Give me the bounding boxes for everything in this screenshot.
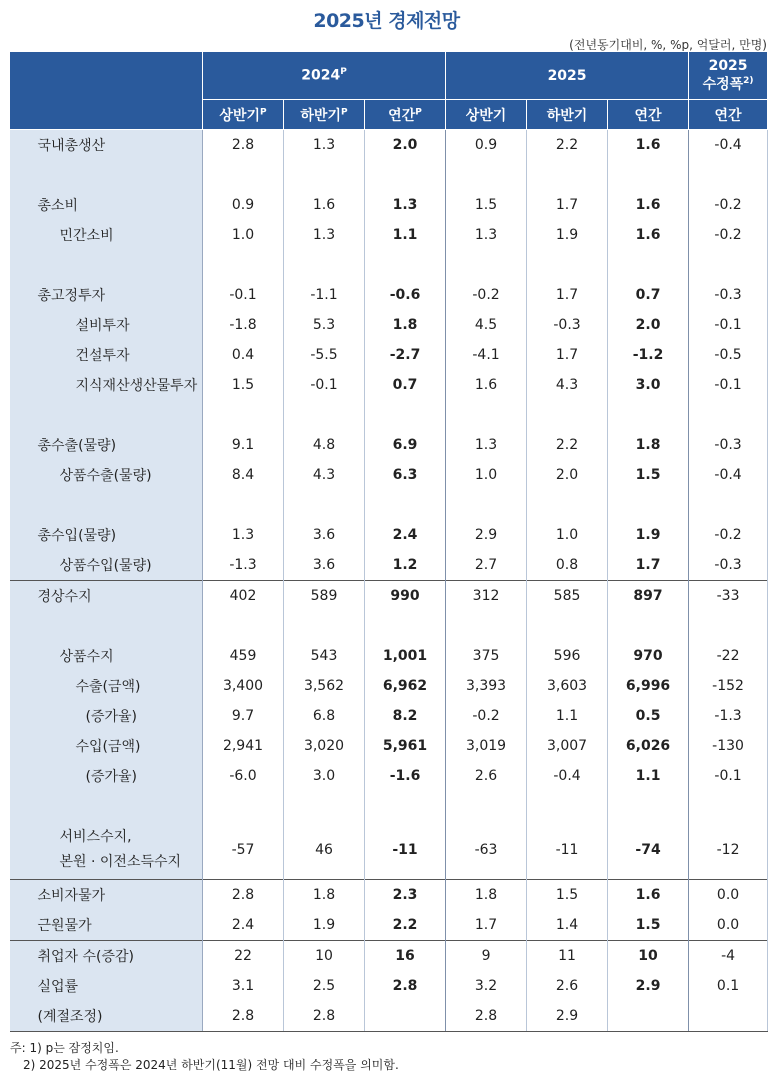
table-row: [10, 641, 768, 671]
table-row: [10, 731, 768, 761]
value-cell: -0.2: [689, 190, 768, 220]
value-cell: 3.1: [203, 971, 284, 1001]
spacer-cell: [365, 160, 446, 190]
subheader-col: 하반기: [527, 100, 608, 130]
value-cell: 0.9: [446, 130, 527, 161]
spacer-cell: [527, 250, 608, 280]
table-row: [10, 190, 768, 220]
value-cell: -0.1: [689, 310, 768, 340]
value-cell: 2.6: [446, 761, 527, 791]
value-cell: 459: [203, 641, 284, 671]
value-cell: 1.8: [446, 880, 527, 911]
spacer-cell: [203, 791, 284, 821]
value-cell: -0.4: [689, 460, 768, 490]
footnotes: [10, 1040, 399, 1074]
value-cell: 2.8: [203, 1001, 284, 1032]
value-cell: 6.8: [284, 701, 365, 731]
value-cell: 3.0: [284, 761, 365, 791]
spacer-cell: [284, 250, 365, 280]
spacer-cell: [10, 791, 203, 821]
value-cell: 589: [284, 581, 365, 612]
table-row: [10, 130, 768, 161]
value-cell: 1.1: [527, 701, 608, 731]
subheader-col: 상반기$^P$: [203, 100, 284, 130]
value-cell: 0.5: [608, 701, 689, 731]
value-cell: 4.3: [527, 370, 608, 400]
spacer-cell: [203, 611, 284, 641]
value-cell: 1.5: [608, 910, 689, 941]
row-label: (증가율): [10, 761, 203, 791]
value-cell: -63: [446, 821, 527, 880]
footnote-1: 주: 1) p는 잠정치임.: [10, 1041, 119, 1055]
spacer-cell: [527, 611, 608, 641]
value-cell: -33: [689, 581, 768, 612]
value-cell: -2.7: [365, 340, 446, 370]
value-cell: 2.9: [608, 971, 689, 1001]
value-cell: 1.8: [365, 310, 446, 340]
row-label: 경상수지: [10, 581, 203, 612]
row-label: 취업자 수(증감): [10, 941, 203, 972]
value-cell: 1.6: [446, 370, 527, 400]
value-cell: 543: [284, 641, 365, 671]
value-cell: 0.0: [689, 910, 768, 941]
value-cell: 1.6: [608, 220, 689, 250]
value-cell: 3.0: [608, 370, 689, 400]
value-cell: 3,562: [284, 671, 365, 701]
value-cell: 3,020: [284, 731, 365, 761]
value-cell: -4.1: [446, 340, 527, 370]
value-cell: 375: [446, 641, 527, 671]
value-cell: 4.5: [446, 310, 527, 340]
value-cell: 1.6: [284, 190, 365, 220]
row-label: 상품수지: [10, 641, 203, 671]
value-cell: 0.4: [203, 340, 284, 370]
table-row: [10, 581, 768, 612]
value-cell: 1.7: [527, 280, 608, 310]
value-cell: -1.3: [203, 550, 284, 581]
value-cell: 9: [446, 941, 527, 972]
spacer-cell: [10, 611, 203, 641]
value-cell: [608, 1001, 689, 1032]
row-label: 수출(금액): [10, 671, 203, 701]
value-cell: 2.8: [446, 1001, 527, 1032]
table-row: [10, 370, 768, 400]
value-cell: 1.7: [527, 190, 608, 220]
value-cell: [365, 1001, 446, 1032]
table-row: [10, 761, 768, 791]
value-cell: 0.0: [689, 880, 768, 911]
value-cell: 1.0: [203, 220, 284, 250]
row-label: 서비스수지, 본원 · 이전소득수지: [10, 821, 203, 880]
row-label: 실업률: [10, 971, 203, 1001]
subheader-col: 연간: [608, 100, 689, 130]
spacer-cell: [689, 160, 768, 190]
value-cell: 970: [608, 641, 689, 671]
spacer-cell: [689, 250, 768, 280]
header-2025: 2025: [446, 52, 689, 100]
value-cell: 0.1: [689, 971, 768, 1001]
value-cell: 3,393: [446, 671, 527, 701]
table-row: [10, 971, 768, 1001]
value-cell: 3,603: [527, 671, 608, 701]
spacer-cell: [527, 490, 608, 520]
value-cell: 0.7: [608, 280, 689, 310]
table-row: [10, 701, 768, 731]
value-cell: 16: [365, 941, 446, 972]
value-cell: 585: [527, 581, 608, 612]
spacer-cell: [446, 160, 527, 190]
stub-header: [10, 52, 203, 130]
row-label: (계절조정): [10, 1001, 203, 1032]
value-cell: 4.8: [284, 430, 365, 460]
spacer-cell: [10, 400, 203, 430]
table-row: [10, 550, 768, 581]
spacer-cell: [365, 250, 446, 280]
value-cell: 46: [284, 821, 365, 880]
value-cell: -74: [608, 821, 689, 880]
spacer-cell: [608, 400, 689, 430]
spacer-cell: [365, 611, 446, 641]
value-cell: 3.6: [284, 550, 365, 581]
spacer-cell: [365, 490, 446, 520]
value-cell: -152: [689, 671, 768, 701]
value-cell: 1.3: [203, 520, 284, 550]
value-cell: 1,001: [365, 641, 446, 671]
value-cell: 1.9: [608, 520, 689, 550]
row-label: 상품수출(물량): [10, 460, 203, 490]
value-cell: -0.2: [689, 220, 768, 250]
subheader-col: 연간: [689, 100, 768, 130]
spacer-cell: [608, 250, 689, 280]
value-cell: 5.3: [284, 310, 365, 340]
spacer-cell: [284, 490, 365, 520]
value-cell: 1.3: [365, 190, 446, 220]
value-cell: 2.8: [203, 880, 284, 911]
value-cell: 8.2: [365, 701, 446, 731]
value-cell: 0.9: [203, 190, 284, 220]
spacer-cell: [365, 400, 446, 430]
spacer-cell: [689, 611, 768, 641]
value-cell: 2.8: [365, 971, 446, 1001]
value-cell: 2.2: [527, 430, 608, 460]
value-cell: 10: [608, 941, 689, 972]
spacer-cell: [608, 160, 689, 190]
value-cell: 0.8: [527, 550, 608, 581]
spacer-cell: [446, 400, 527, 430]
row-label: 상품수입(물량): [10, 550, 203, 581]
table-row: [10, 821, 768, 880]
value-cell: 312: [446, 581, 527, 612]
value-cell: 6,996: [608, 671, 689, 701]
row-label: 소비자물가: [10, 880, 203, 911]
value-cell: 2.5: [284, 971, 365, 1001]
spacer-cell: [689, 400, 768, 430]
value-cell: 1.6: [608, 880, 689, 911]
value-cell: -0.1: [203, 280, 284, 310]
table-row: [10, 941, 768, 972]
value-cell: -11: [365, 821, 446, 880]
value-cell: -1.6: [365, 761, 446, 791]
value-cell: -0.4: [689, 130, 768, 161]
value-cell: -57: [203, 821, 284, 880]
value-cell: 3,019: [446, 731, 527, 761]
value-cell: 6.3: [365, 460, 446, 490]
row-label: 국내총생산: [10, 130, 203, 161]
spacer-cell: [284, 160, 365, 190]
table-row: [10, 520, 768, 550]
row-label: (증가율): [10, 701, 203, 731]
value-cell: -1.3: [689, 701, 768, 731]
spacer-cell: [689, 791, 768, 821]
table-row: [10, 1001, 768, 1032]
spacer-cell: [10, 250, 203, 280]
value-cell: -0.3: [527, 310, 608, 340]
value-cell: 1.7: [608, 550, 689, 581]
value-cell: -4: [689, 941, 768, 972]
value-cell: -0.2: [689, 520, 768, 550]
value-cell: -0.6: [365, 280, 446, 310]
value-cell: 3.6: [284, 520, 365, 550]
spacer-cell: [446, 791, 527, 821]
spacer-cell: [446, 250, 527, 280]
footnote-2: 2) 2025년 수정폭은 2024년 하반기(11월) 전망 대비 수정폭을 의미함.: [23, 1058, 399, 1072]
value-cell: [689, 1001, 768, 1032]
value-cell: -130: [689, 731, 768, 761]
value-cell: -0.3: [689, 550, 768, 581]
spacer-cell: [10, 490, 203, 520]
spacer-cell: [527, 160, 608, 190]
subheader-col: 하반기$^P$: [284, 100, 365, 130]
spacer-cell: [10, 160, 203, 190]
value-cell: 2.7: [446, 550, 527, 581]
value-cell: 1.6: [608, 130, 689, 161]
value-cell: 3.2: [446, 971, 527, 1001]
value-cell: -1.8: [203, 310, 284, 340]
value-cell: -1.1: [284, 280, 365, 310]
forecast-table: [9, 51, 768, 1032]
value-cell: 8.4: [203, 460, 284, 490]
row-label: 총수출(물량): [10, 430, 203, 460]
value-cell: 1.1: [608, 761, 689, 791]
table-row: [10, 460, 768, 490]
subheader-col: 상반기: [446, 100, 527, 130]
table-row: [10, 671, 768, 701]
value-cell: 402: [203, 581, 284, 612]
value-cell: 1.7: [527, 340, 608, 370]
value-cell: 10: [284, 941, 365, 972]
spacer-cell: [365, 791, 446, 821]
spacer-cell: [203, 490, 284, 520]
page-title: 2025년 경제전망: [313, 10, 460, 32]
spacer-cell: [608, 490, 689, 520]
value-cell: -0.1: [689, 370, 768, 400]
value-cell: 1.4: [527, 910, 608, 941]
value-cell: -0.4: [527, 761, 608, 791]
table-row: [10, 880, 768, 911]
value-cell: 2.9: [446, 520, 527, 550]
value-cell: 5,961: [365, 731, 446, 761]
row-label: 수입(금액): [10, 731, 203, 761]
value-cell: 2.2: [527, 130, 608, 161]
value-cell: 0.7: [365, 370, 446, 400]
row-label: 건설투자: [10, 340, 203, 370]
value-cell: 2.0: [608, 310, 689, 340]
value-cell: -12: [689, 821, 768, 880]
spacer-cell: [446, 490, 527, 520]
table-row: [10, 910, 768, 941]
spacer-cell: [608, 791, 689, 821]
value-cell: 1.3: [284, 220, 365, 250]
value-cell: 6.9: [365, 430, 446, 460]
value-cell: 1.8: [284, 880, 365, 911]
value-cell: 2,941: [203, 731, 284, 761]
value-cell: 1.9: [284, 910, 365, 941]
spacer-cell: [284, 400, 365, 430]
value-cell: 1.2: [365, 550, 446, 581]
header-2024: $2024^P$: [203, 52, 446, 100]
value-cell: 2.8: [284, 1001, 365, 1032]
value-cell: -0.1: [689, 761, 768, 791]
value-cell: 4.3: [284, 460, 365, 490]
value-cell: -22: [689, 641, 768, 671]
spacer-cell: [446, 611, 527, 641]
value-cell: 22: [203, 941, 284, 972]
value-cell: 9.1: [203, 430, 284, 460]
value-cell: 2.8: [203, 130, 284, 161]
value-cell: 2.4: [365, 520, 446, 550]
value-cell: 2.3: [365, 880, 446, 911]
value-cell: 9.7: [203, 701, 284, 731]
value-cell: 1.5: [608, 460, 689, 490]
value-cell: 1.0: [527, 520, 608, 550]
value-cell: 1.5: [446, 190, 527, 220]
row-label: 총고정투자: [10, 280, 203, 310]
value-cell: 1.3: [446, 430, 527, 460]
unit-note: (전년동기대비, %, %p, 억달러, 만명): [569, 38, 767, 52]
spacer-cell: [203, 250, 284, 280]
value-cell: 1.0: [446, 460, 527, 490]
value-cell: 2.2: [365, 910, 446, 941]
value-cell: 990: [365, 581, 446, 612]
value-cell: 3,007: [527, 731, 608, 761]
value-cell: -0.2: [446, 280, 527, 310]
value-cell: 2.6: [527, 971, 608, 1001]
value-cell: 1.8: [608, 430, 689, 460]
spacer-cell: [689, 490, 768, 520]
spacer-cell: [527, 791, 608, 821]
row-label: 총수입(물량): [10, 520, 203, 550]
value-cell: 1.3: [284, 130, 365, 161]
row-label: 지식재산생산물투자: [10, 370, 203, 400]
value-cell: 897: [608, 581, 689, 612]
value-cell: -1.2: [608, 340, 689, 370]
value-cell: 1.5: [203, 370, 284, 400]
value-cell: -0.3: [689, 280, 768, 310]
spacer-cell: [284, 791, 365, 821]
value-cell: -0.1: [284, 370, 365, 400]
value-cell: -0.5: [689, 340, 768, 370]
table-row: [10, 280, 768, 310]
subheader-col: 연간$^P$: [365, 100, 446, 130]
spacer-cell: [284, 611, 365, 641]
value-cell: 2.0: [365, 130, 446, 161]
spacer-cell: [203, 400, 284, 430]
value-cell: -0.3: [689, 430, 768, 460]
header-revision: 2025 수정폭$^{2)}$: [689, 52, 768, 100]
table-row: [10, 340, 768, 370]
row-label: 근원물가: [10, 910, 203, 941]
spacer-cell: [608, 611, 689, 641]
value-cell: -6.0: [203, 761, 284, 791]
row-label: 민간소비: [10, 220, 203, 250]
value-cell: 1.1: [365, 220, 446, 250]
value-cell: 1.7: [446, 910, 527, 941]
value-cell: 2.4: [203, 910, 284, 941]
value-cell: 1.9: [527, 220, 608, 250]
value-cell: 3,400: [203, 671, 284, 701]
value-cell: 2.9: [527, 1001, 608, 1032]
value-cell: 596: [527, 641, 608, 671]
value-cell: 1.5: [527, 880, 608, 911]
value-cell: -0.2: [446, 701, 527, 731]
value-cell: 11: [527, 941, 608, 972]
table-row: [10, 430, 768, 460]
table-row: [10, 310, 768, 340]
value-cell: 6,962: [365, 671, 446, 701]
table-row: [10, 220, 768, 250]
spacer-cell: [527, 400, 608, 430]
value-cell: 1.6: [608, 190, 689, 220]
row-label: 총소비: [10, 190, 203, 220]
spacer-cell: [203, 160, 284, 190]
value-cell: 2.0: [527, 460, 608, 490]
value-cell: -5.5: [284, 340, 365, 370]
row-label: 설비투자: [10, 310, 203, 340]
value-cell: -11: [527, 821, 608, 880]
value-cell: 1.3: [446, 220, 527, 250]
value-cell: 6,026: [608, 731, 689, 761]
